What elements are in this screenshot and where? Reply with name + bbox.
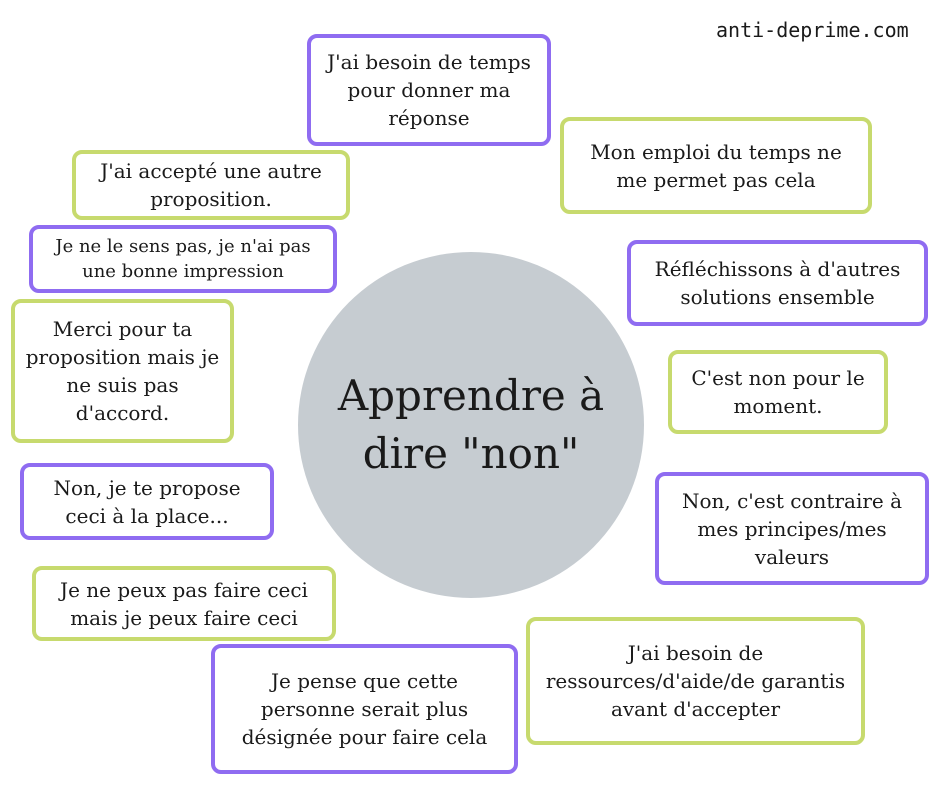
phrase-box-need-resources: J'ai besoin de ressources/d'aide/de garantis avant d'accepter — [526, 617, 865, 745]
center-circle — [298, 252, 644, 598]
phrase-box-no-feeling: Je ne le sens pas, je n'ai pas une bonne impression — [29, 225, 337, 293]
phrase-box-need-time: J'ai besoin de temps pour donner ma réponse — [307, 34, 551, 146]
phrase-box-schedule: Mon emploi du temps ne me permet pas cela — [560, 117, 872, 214]
phrase-box-can-do-other: Je ne peux pas faire ceci mais je peux faire ceci — [32, 566, 336, 641]
phrase-box-other-solutions: Réfléchissons à d'autres solutions ensemble — [627, 240, 928, 326]
phrase-box-accepted-other: J'ai accepté une autre proposition. — [72, 150, 350, 220]
phrase-box-propose-instead: Non, je te propose ceci à la place... — [20, 463, 274, 540]
center-title: Apprendre à dire "non" — [337, 371, 605, 478]
phrase-box-thanks-disagree: Merci pour ta proposition mais je ne suis pas d'accord. — [11, 299, 234, 443]
source-label: anti-deprime.com — [716, 18, 909, 42]
phrase-box-not-now: C'est non pour le moment. — [668, 350, 888, 434]
phrase-box-other-person: Je pense que cette personne serait plus désignée pour faire cela — [211, 644, 518, 774]
phrase-box-against-values: Non, c'est contraire à mes principes/mes valeurs — [655, 472, 929, 585]
